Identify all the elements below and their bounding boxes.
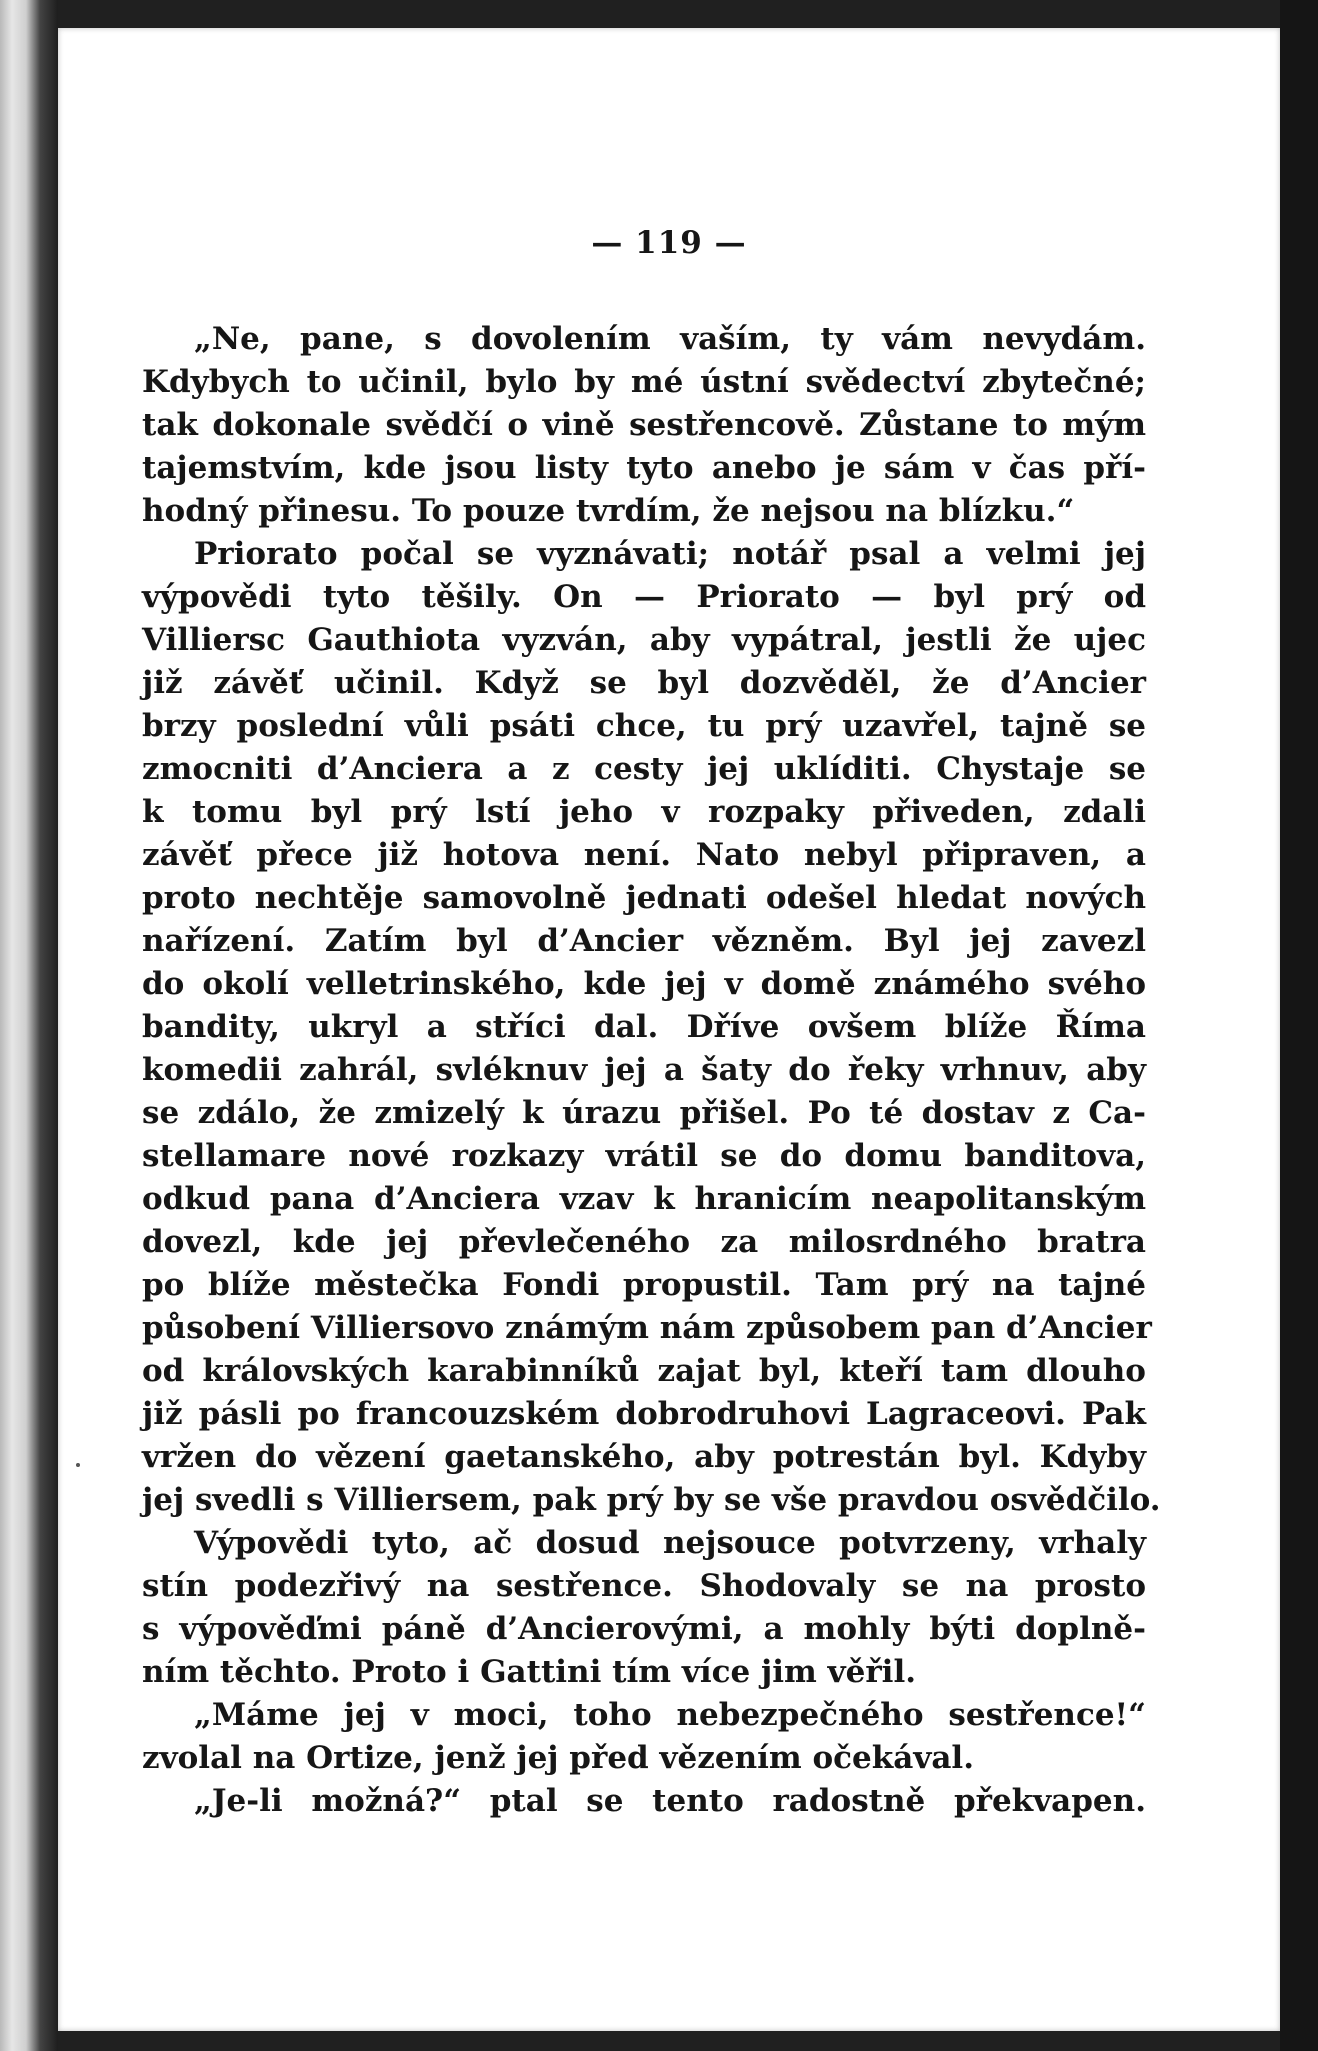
text-line: Priorato počal se vyznávati; notář psal a velmi jej [194, 536, 1146, 572]
text-line: do okolí velletrinského, kde jej v domě známého svého [142, 966, 1146, 1002]
text-line: stín podezřivý na sestřence. Shodovaly se na prosto [142, 1568, 1146, 1604]
text-line: po blíže městečka Fondi propustil. Tam prý na tajné [142, 1267, 1146, 1303]
text-line: „Je-li možná?“ ptal se tento radostně překvapen. [194, 1783, 1146, 1819]
text-line: zvolal na Ortize, jenž jej před vězením očekával. [142, 1740, 974, 1776]
text-line: výpovědi tyto těšily. On — Priorato — byl prý od [142, 579, 1146, 615]
text-line: stellamare nové rozkazy vrátil se do domu banditova, [142, 1138, 1146, 1174]
text-line: bandity, ukryl a stříci dal. Dříve ovšem blíže Říma [142, 1009, 1146, 1045]
text-line: odkud pana d’Anciera vzav k hranicím neapolitanským [142, 1181, 1146, 1217]
text-line: hodný přinesu. To pouze tvrdím, že nejsou na blízku.“ [142, 493, 1075, 529]
text-line: nařízení. Zatím byl d’Ancier vězněm. Byl jej zavezl [142, 923, 1146, 959]
body-text [142, 318, 1161, 1823]
text-line: s výpověďmi páně d’Ancierovými, a mohly býti doplně- [142, 1611, 1146, 1647]
book-page [58, 28, 1280, 2031]
text-line: k tomu byl prý lstí jeho v rozpaky přiveden, zdali [142, 794, 1146, 830]
text-line: se zdálo, že zmizelý k úrazu přišel. Po té dostav z Ca- [142, 1095, 1146, 1131]
text-line: jej svedli s Villiersem, pak prý by se vše pravdou osvědčilo. [142, 1482, 1161, 1518]
text-line: Výpovědi tyto, ač dosud nejsouce potvrzeny, vrhaly [194, 1525, 1146, 1561]
text-line: brzy poslední vůli psáti chce, tu prý uzavřel, tajně se [142, 708, 1146, 744]
text-line: již závěť učinil. Když se byl dozvěděl, že d’Ancier [142, 665, 1146, 701]
text-line: tajemstvím, kde jsou listy tyto anebo je sám v čas pří- [142, 450, 1146, 486]
text-line: „Ne, pane, s dovolením vaším, ty vám nevydám. [194, 321, 1146, 357]
text-line: tak dokonale svědčí o vině sestřencově. Zůstane to mým [142, 407, 1146, 443]
scan-right-border [1280, 0, 1318, 2051]
text-line: závěť přece již hotova není. Nato nebyl připraven, a [142, 837, 1146, 873]
text-line: komedii zahrál, svléknuv jej a šaty do řeky vrhnuv, aby [142, 1052, 1146, 1088]
text-line: působení Villiersovo známým nám způsobem pan d’Ancier [142, 1310, 1152, 1346]
text-line: od královských karabinníků zajat byl, kteří tam dlouho [142, 1353, 1146, 1389]
text-line: proto nechtěje samovolně jednati odešel hledat nových [142, 880, 1146, 916]
text-line: „Máme jej v moci, toho nebezpečného sestřence!“ [194, 1697, 1146, 1733]
text-line: zmocniti d’Anciera a z cesty jej uklíditi. Chystaje se [142, 751, 1146, 787]
book-spine-edge [0, 0, 58, 2051]
page-number: — 119 — [591, 225, 747, 261]
margin-speck [76, 1463, 80, 1467]
text-line: dovezl, kde jej převlečeného za milosrdného bratra [142, 1224, 1146, 1260]
text-line: již pásli po francouzském dobrodruhovi Lagraceovi. Pak [142, 1396, 1146, 1432]
text-line: Kdybych to učinil, bylo by mé ústní svědectví zbytečné; [142, 364, 1146, 400]
text-line: Villiersc Gauthiota vyzván, aby vypátral, jestli že ujec [142, 622, 1146, 658]
text-line: vržen do vězení gaetanského, aby potrestán byl. Kdyby [142, 1439, 1146, 1475]
text-line: ním těchto. Proto i Gattini tím více jim věřil. [142, 1654, 917, 1690]
